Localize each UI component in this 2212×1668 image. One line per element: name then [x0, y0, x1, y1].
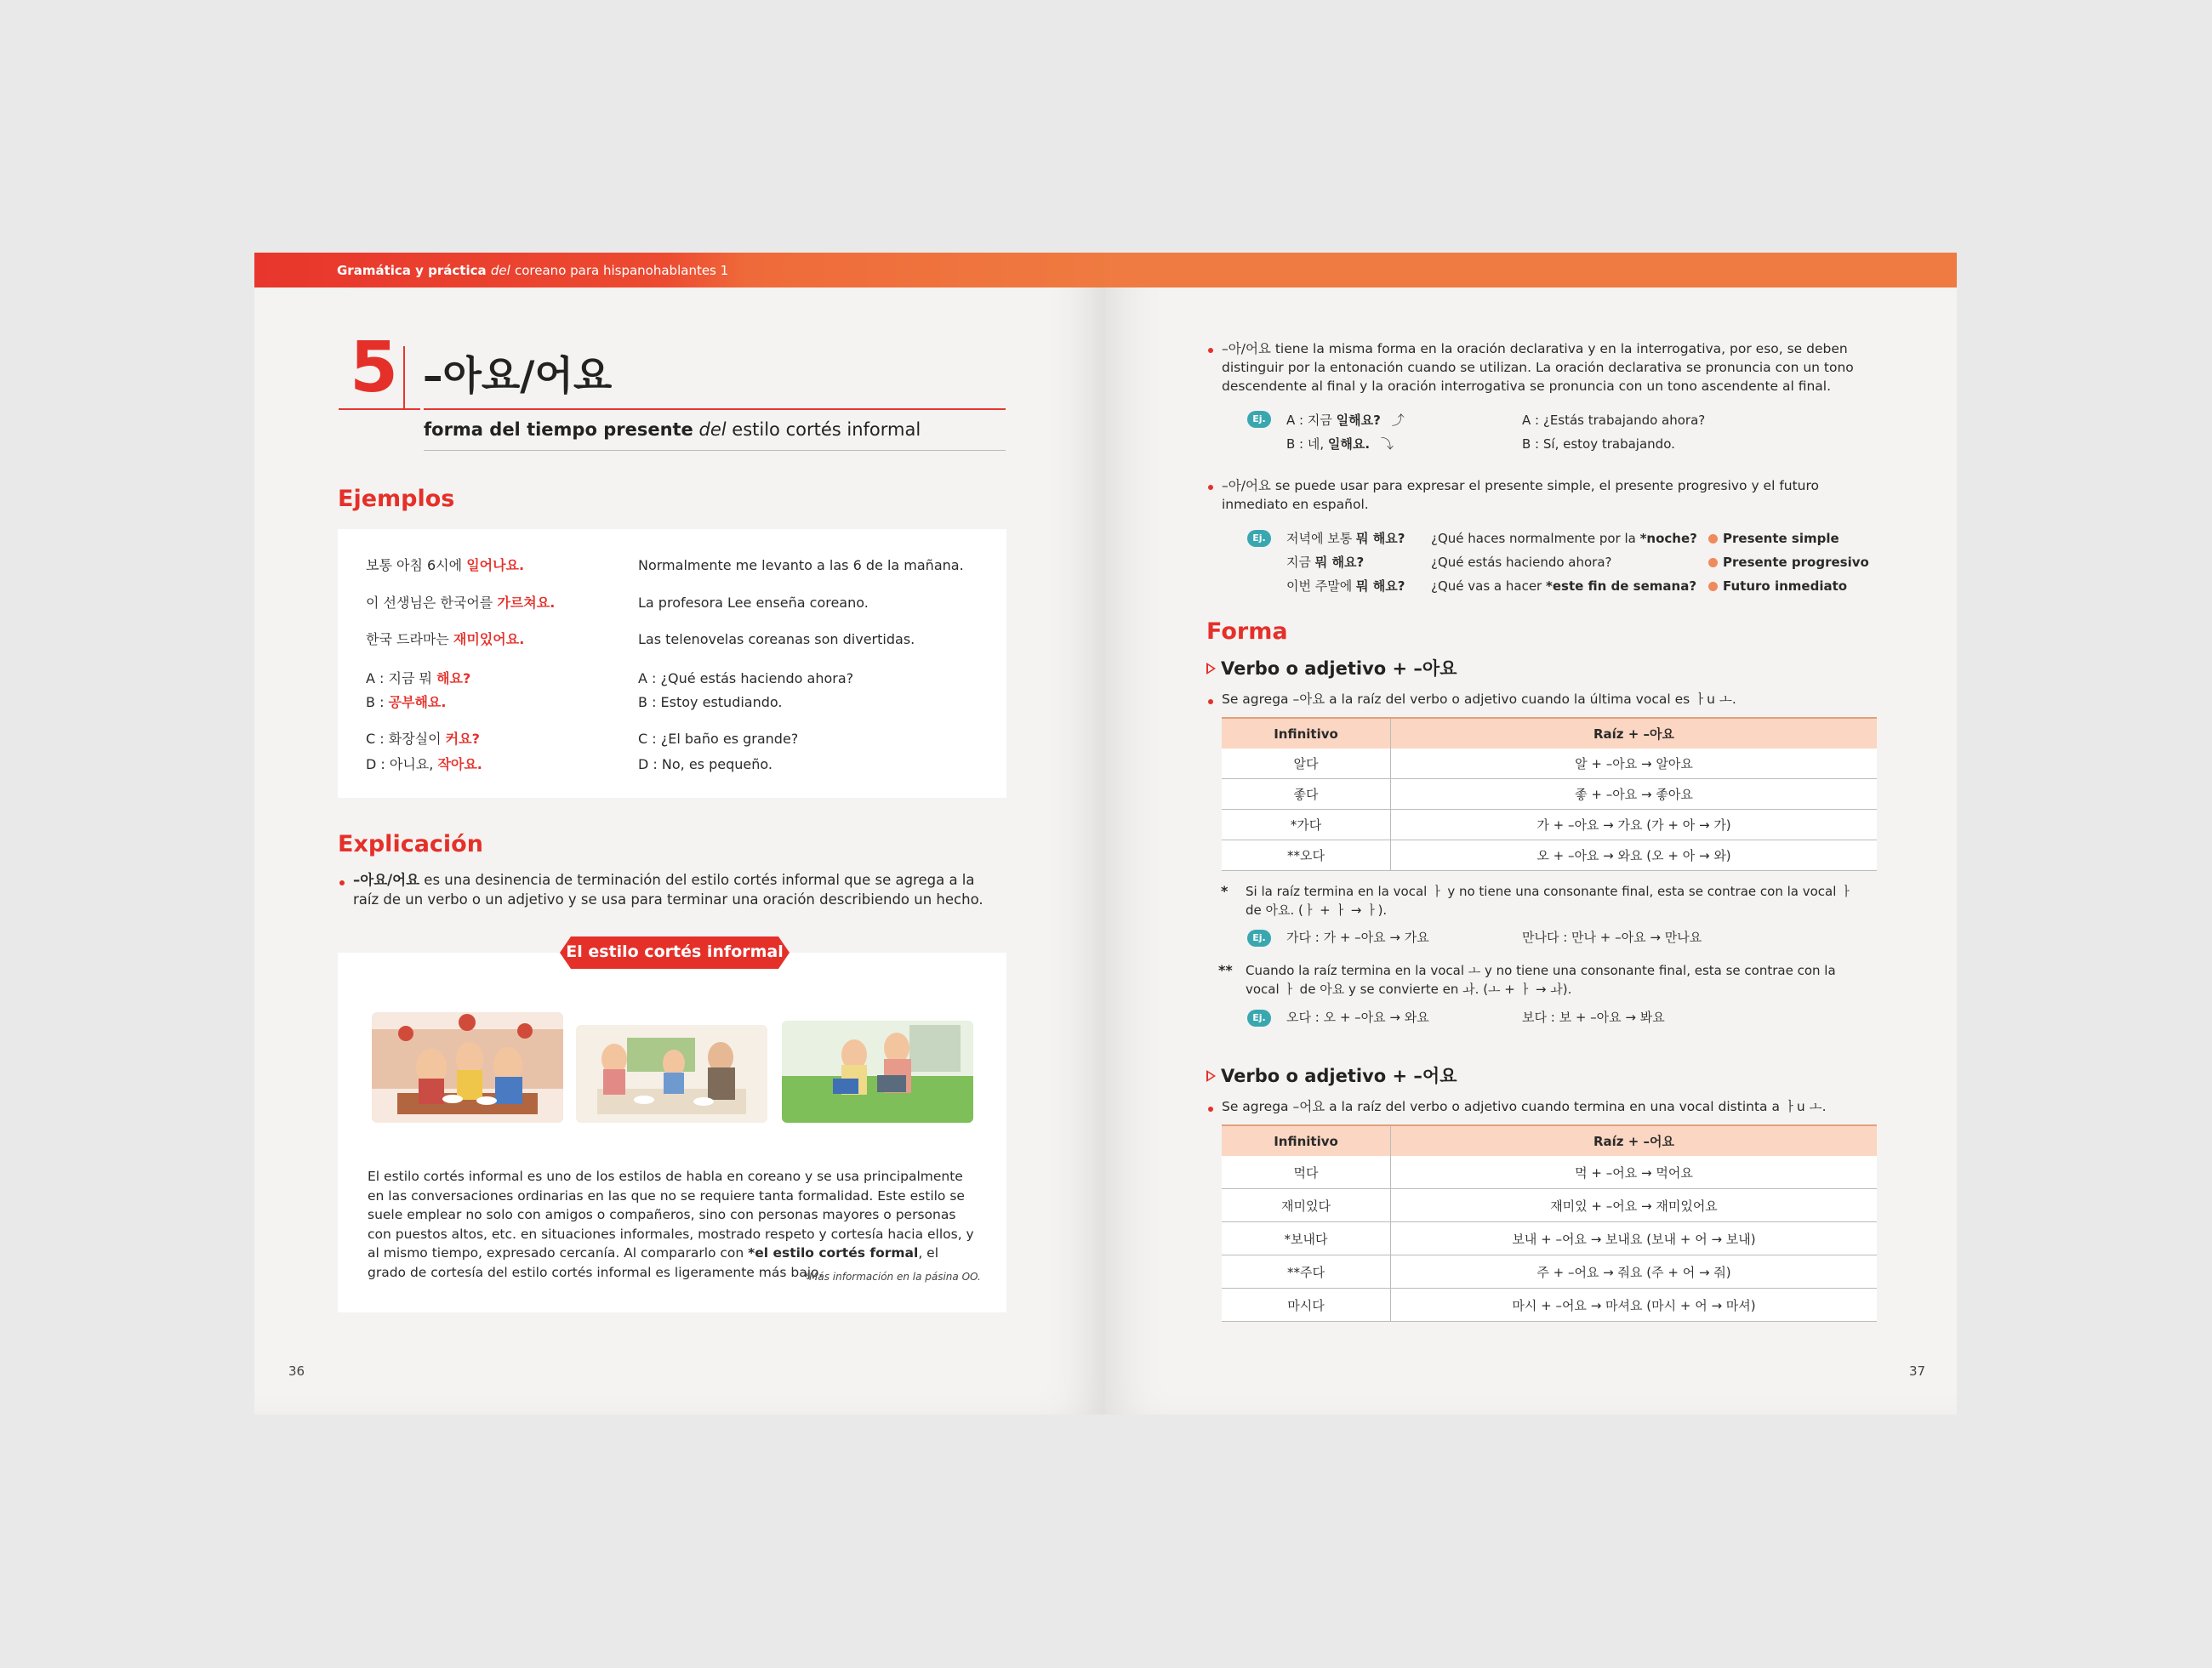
header-bar: [254, 253, 1105, 287]
rising-arrow-icon: ⤴: [1391, 413, 1405, 428]
subheading-eoyo: Verbo o adjetivo + –어요: [1206, 1062, 1457, 1088]
bullet-dot: [1208, 348, 1213, 353]
dialog-es-1: A : ¿Qué estás haciendo ahora? B : Estoy estudiando.: [638, 670, 854, 710]
page-number-left: 36: [288, 1363, 305, 1379]
book-spread: [254, 253, 1957, 1415]
book-title: Gramática y práctica del coreano para hispanohablantes 1: [337, 263, 729, 278]
bullet-dot: [1208, 485, 1213, 490]
example-es-2: La profesora Lee enseña coreano.: [638, 595, 869, 611]
subtitle-rule: [424, 450, 1006, 451]
table-row: **주다 주 + –어요 → 줘요 (주 + 어 → 줘): [1222, 1255, 1877, 1289]
intonation-es: A : ¿Estás trabajando ahora? B : Sí, estoy trabajando.: [1522, 413, 1706, 452]
tenses-text: –아/어요 se puede usar para expresar el presente simple, el presente progresivo y el futuro inmediato en español.: [1222, 478, 1820, 512]
dialog-es-2: C : ¿El baño es grande? D : No, es pequeño.: [638, 731, 799, 772]
tenses-es: ¿Qué haces normalmente por la *noche? ¿Qué estás haciendo ahora? ¿Qué vas a hacer *este fin de semana?: [1431, 531, 1697, 594]
family-dinner-illustration: [576, 1025, 767, 1123]
table-header: Raíz + –아요: [1391, 718, 1878, 749]
table-header: Raíz + –어요: [1391, 1125, 1878, 1156]
table-row: 좋다 좋 + –아요 → 좋아요: [1222, 779, 1877, 810]
ej-badge: Ej.: [1247, 1008, 1271, 1027]
chapter-title: –아요/어요: [423, 353, 613, 400]
note-1-example-1: 가다 : 가 + –아요 → 가요: [1286, 930, 1429, 945]
example-es-1: Normalmente me levanto a las 6 de la mañana.: [638, 557, 964, 573]
informal-style-paragraph: El estilo cortés informal es uno de los estilos de habla en coreano y se usa principalmente en las conversaciones ordinarias en las que no se requiere tanta formalidad. Este estilo se suele emplear no solo con amigos o compañeros, sino con personas mayores o personas con puestos altos, etc. en situaciones informales, mostrado respeto y cortesía hacia ellos, y al mismo tiempo, expresado cercanía. Al compararlo con *el estilo cortés formal, el grado de cortesía del estilo cortés informal es ligeramente más bajo.: [368, 1169, 974, 1280]
bullet-dot: [339, 880, 345, 885]
ej-badge: Ej.: [1247, 528, 1271, 547]
example-ko-3: 한국 드라마는 재미있어요.: [366, 631, 525, 647]
page-number-right: 37: [1909, 1363, 1926, 1379]
table-header: Infinitivo: [1222, 1125, 1391, 1156]
note-2: Cuando la raíz termina en la vocal ㅗ y no tiene una consonante final, esta se contrae con la vocal ㅏ de 아요 y se convierte en ㅘ. (ㅗ + ㅏ → ㅘ).: [1246, 963, 1836, 997]
chapter-divider: [403, 346, 405, 410]
explicacion-text: –아요/어요 es una desinencia de terminación del estilo cortés informal que se agrega a la raíz de un verbo o un adjetivo y se usa para terminar una oración describiendo un hecho.: [353, 872, 983, 908]
bullet-dot: [1208, 699, 1213, 704]
note-2-example-2: 보다 : 보 + –아요 → 봐요: [1522, 1010, 1665, 1025]
table-row: 재미있다 재미있 + –어요 → 재미있어요: [1222, 1189, 1877, 1222]
tense-tags: Presente simple Presente progresivo Futuro inmediato: [1708, 527, 1869, 598]
chapter-number-underline: [339, 408, 420, 410]
left-page: [254, 253, 1105, 1415]
bullet-dot: [1208, 1107, 1213, 1112]
aya-table: [1222, 717, 1877, 871]
triangle-icon: [1206, 1070, 1216, 1082]
dialog-ko-1: A : 지금 뭐 해요? B : 공부해요.: [366, 670, 471, 710]
chapter-subtitle: forma del tiempo presente del estilo cortés informal: [424, 419, 921, 440]
park-study-illustration: [782, 1021, 973, 1123]
intonation-ko: A : 지금 일해요? ⤴ B : 네, 일해요. ⤵: [1286, 413, 1405, 452]
eoyo-table: [1222, 1124, 1877, 1322]
note-mark: **: [1218, 962, 1233, 978]
aya-rule: Se agrega –아요 a la raíz del verbo o adjetivo cuando la última vocal es ㅏu ㅗ.: [1222, 692, 1736, 707]
dialog-ko-2: C : 화장실이 커요? D : 아니요, 작아요.: [366, 731, 482, 772]
table-row: *가다 가 + –아요 → 가요 (가 + 아 → 가): [1222, 810, 1877, 840]
title-rule: [424, 408, 1006, 410]
table-row: **오다 오 + –아요 → 와요 (오 + 아 → 와): [1222, 840, 1877, 871]
ejemplos-heading: Ejemplos: [338, 486, 455, 512]
ej-badge: Ej.: [1247, 928, 1271, 947]
subheading-aya: Verbo o adjetivo + –아요: [1206, 655, 1457, 680]
right-page: [1105, 253, 1957, 1415]
explicacion-heading: Explicación: [338, 831, 483, 857]
table-row: 알다 알 + –아요 → 알아요: [1222, 749, 1877, 779]
forma-heading: Forma: [1206, 618, 1288, 645]
example-es-3: Las telenovelas coreanas son divertidas.: [638, 631, 915, 647]
table-header: Infinitivo: [1222, 718, 1391, 749]
informal-style-label: El estilo cortés informal: [560, 936, 790, 969]
table-row: 마시다 마시 + –어요 → 마셔요 (마시 + 어 → 마셔): [1222, 1289, 1877, 1322]
examples-box: [338, 529, 1006, 798]
informal-style-box: [338, 953, 1006, 1312]
note-1-example-2: 만나다 : 만나 + –아요 → 만나요: [1522, 930, 1702, 945]
footnote: *Más información en la pásina OO.: [804, 1271, 981, 1283]
triangle-icon: [1206, 663, 1216, 675]
chapter-number: 5: [350, 327, 399, 408]
ej-badge: Ej.: [1247, 409, 1271, 428]
example-ko-1: 보통 아침 6시에 일어나요.: [366, 557, 525, 573]
table-row: *보내다 보내 + –어요 → 보내요 (보내 + 어 → 보내): [1222, 1222, 1877, 1255]
header-bar-right: [1105, 253, 1957, 287]
tenses-ko: 저녁에 보통 뭐 해요? 지금 뭐 해요? 이번 주말에 뭐 해요?: [1286, 531, 1405, 594]
restaurant-illustration: [372, 1012, 563, 1123]
table-row: 먹다 먹 + –어요 → 먹어요: [1222, 1156, 1877, 1189]
intonation-text: –아/어요 tiene la misma forma en la oración declarativa y en la interrogativa, por eso, se deben distinguir por la entonación cuando se utilizan. La oración declarativa se pronuncia con un tono descendente al final y la oración interrogativa se pronuncia con un tono ascendente al final.: [1222, 341, 1854, 394]
note-2-example-1: 오다 : 오 + –아요 → 와요: [1286, 1010, 1429, 1025]
note-1: Si la raíz termina en la vocal ㅏ y no tiene una consonante final, esta se contrae con la vocal ㅏ de 아요. (ㅏ + ㅏ → ㅏ).: [1246, 884, 1853, 918]
example-ko-2: 이 선생님은 한국어를 가르쳐요.: [366, 595, 556, 611]
note-mark: *: [1221, 883, 1229, 899]
eoyo-rule: Se agrega –어요 a la raíz del verbo o adjetivo cuando termina en una vocal distinta a ㅏu ㅗ.: [1222, 1099, 1827, 1114]
falling-arrow-icon: ⤵: [1380, 436, 1394, 452]
